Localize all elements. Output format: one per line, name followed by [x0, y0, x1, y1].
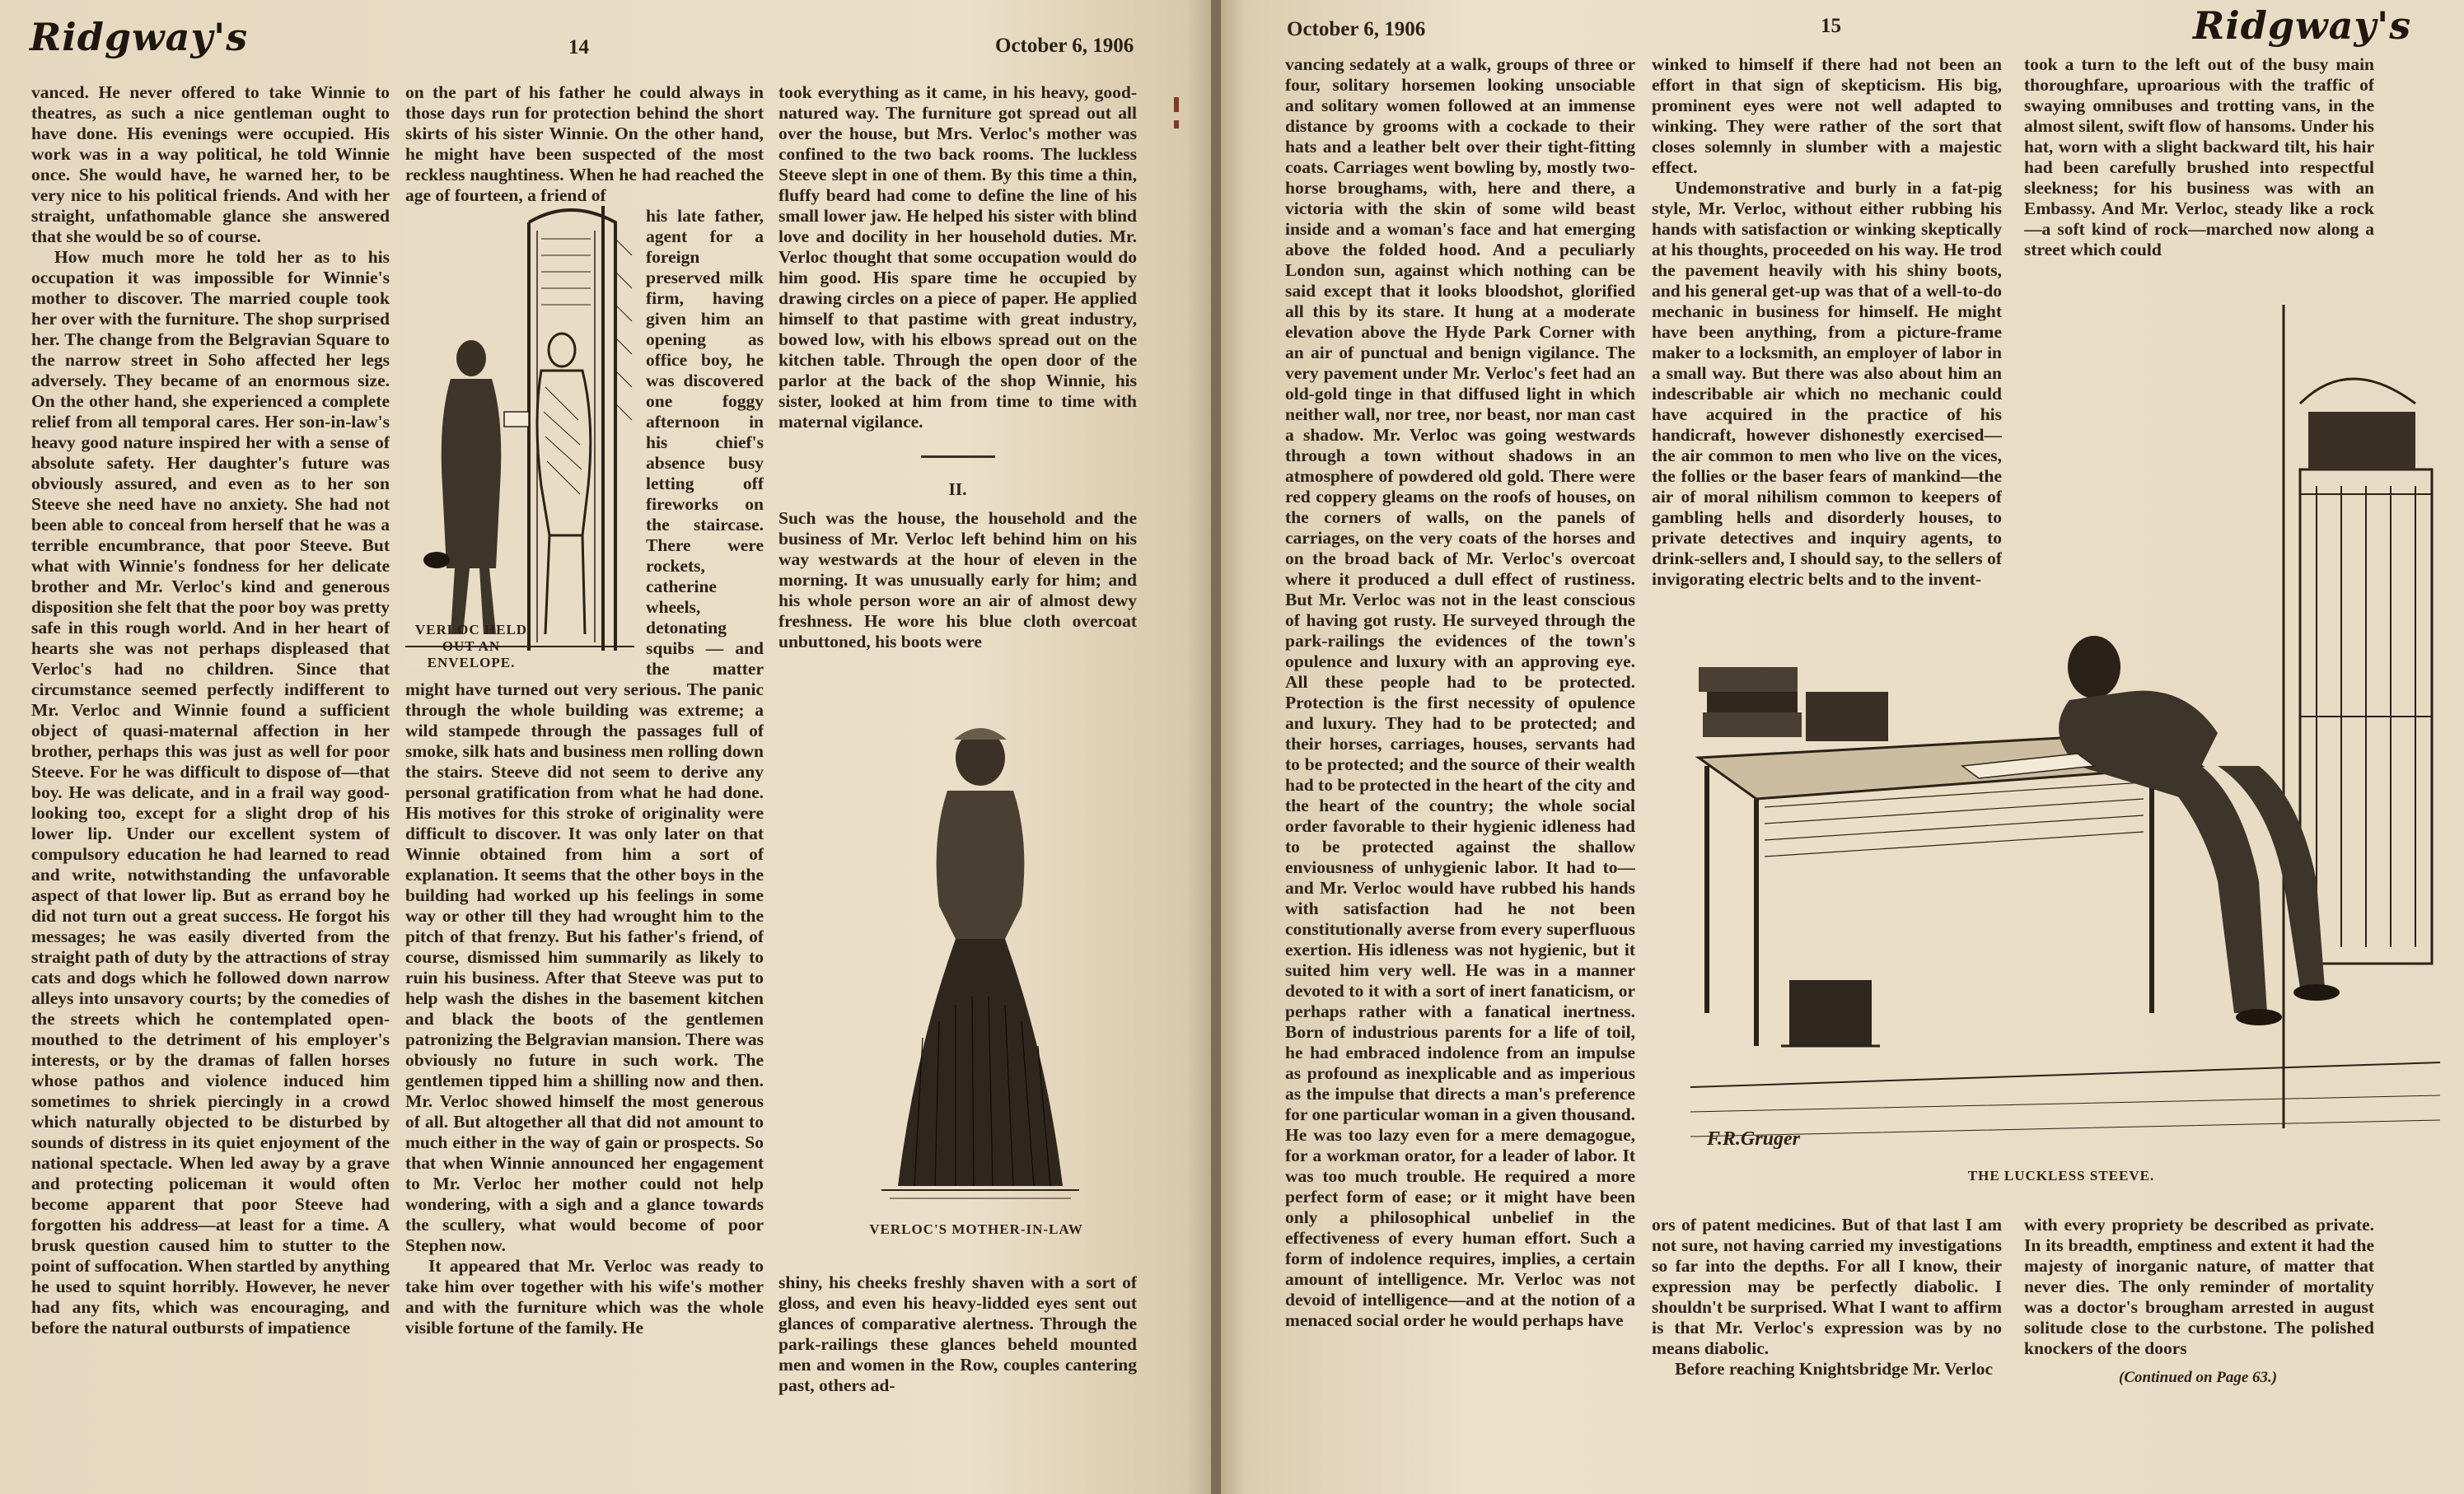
continued-notice: (Continued on Page 63.)	[2119, 1369, 2278, 1386]
section-heading: II.	[948, 479, 967, 499]
paragraph: Undemonstrative and burly in a fat-pig style, Mr. Verloc, without either rubbing his hands with satisfaction or winking skeptically at his thoughts, proceeded on his way. He trod the pavement heavily with his shiny boots, and his general get-up was that of a well-to-do mechanic in business for himself. He might have been anything, from a picture-frame maker to a locksmith, an employer of labor in a small way. But there was also about him an indescribable air which no mechanic could have acquired in the practice of his handicraft, however dishonestly exercised—the air common to men who live on the vices, the follies or the baser fears of mankind—the air of moral nihilism common to keepers of gambling hells and disorderly houses, to private detectives and inquiry agents, to drink-sellers and, I should say, to the sellers of invigorating electric belts and to the invent-	[1652, 178, 2002, 589]
illustration-caption: VERLOC HELD OUT AN ENVELOPE.	[414, 622, 528, 670]
paragraph: on the part of his father he could always in those days run for protection behind the short skirts of his sister Winnie. On the other hand, he might have been suspected of the most reckless naughtiness. When he had reached the age of fourteen, a friend of	[405, 82, 764, 205]
article-column-1	[31, 82, 390, 1487]
section-divider	[921, 455, 995, 458]
page-number: 14	[568, 36, 589, 58]
paragraph: took a turn to the left out of the busy main thoroughfare, uproarious with the traffic of swaying omnibuses and trotting vans, in the almost silent, swift flow of hansoms. Under his hat, worn with a slight backward tilt, his hair had been carefully brushed into respectful sleekness; for his business was with an Embassy. And Mr. Verloc, steady like a rock—a soft kind of rock—marched now along a street which could	[2024, 54, 2374, 259]
masthead-logo: Ridgway's	[2193, 3, 2412, 48]
left-page	[0, 0, 1211, 1494]
article-column-3	[778, 82, 1137, 692]
masthead-logo: Ridgway's	[30, 15, 249, 59]
book-gutter	[1211, 0, 1221, 1494]
illustration-caption: THE LUCKLESS STEEVE.	[1967, 1168, 2155, 1184]
paragraph: vanced. He never offered to take Winnie to theatres, as such a nice gentleman ought to have done. His evenings were occupied. His work was in a way political, he told Winnie once. She would have, he warned her, to be very nice to his political friends. And with her straight, unfathomable glance she answered that she would be so of course.	[31, 82, 390, 246]
article-column-1	[1285, 54, 1635, 1382]
page-edge-mark	[1174, 97, 1179, 112]
paragraph: How much more he told her as to his occupation it was impossible for Winnie's mother to discover. The married couple took her over with the furniture. The shop surprised her. The change from the Belgravian Square to the narrow street in Soho affected her legs adversely. They became of an enormous size. On the other hand, she experienced a complete relief from all temporal cares. Her son-in-law's heavy good nature inspired her with a sense of absolute safety. Her daughter's future was obviously assured, and even as to her son Steeve she need have no anxiety. She had not been able to conceal from herself that he was a terrible encumbrance, that poor Steeve. But what with Winnie's fondness for her delicate brother and Mr. Verloc's kind and generous disposition she felt that the poor boy was pretty safe in this rough world. And in her heart of hearts she was not perhaps displeased that Verloc's had no children. Since that circumstance seemed perfectly indifferent to Mr. Verloc and Winnie found a sufficient object of quasi-maternal affection in her brother, perhaps this was just as well for poor Steeve. For he was difficult to dispose of—that boy. He was delicate, and in a frail way good-looking too, except for a slight drop of his lower lip. Under our excellent system of compulsory education he had learned to read and write, notwithstanding the unfavorable aspect of that lower lip. But as errand boy he did not turn out a great success. He forgot his messages; he was easily diverted from the straight path of duty by the attractions of stray cats and dogs which he followed down narrow alleys into unsavory courts; by the comedies of the streets which he contemplated open-mouthed to the detriment of his employer's interests, or by the dramas of fallen horses whose pathos and violence induced him sometimes to shriek piercingly in a crowd which naturally objected to be disturbed by sounds of distress in its quiet enjoyment of the national spectacle. When led away by a grave and protecting policeman it would often become apparent that poor Steeve had forgotten his address—at least for a time. A brusk question caused him to stutter to the point of suffocation. When startled by anything he used to squint horribly. However, he never had any fits, which was encouraging, and before the natural outbursts of impatience	[31, 247, 390, 1338]
illustration-caption: VERLOC'S MOTHER-IN-LAW	[869, 1221, 1083, 1237]
article-column-3-continued	[2024, 1215, 2374, 1371]
paragraph: took everything as it came, in his heavy, good-natured way. The furniture got spread out all over the house, but Mrs. Verloc's mother was confined to the two back rooms. The luckless Steeve slept in one of them. By this time a thin, fluffy beard had come to define the line of his small lower jaw. He helped his sister with blind love and docility in her household duties. Mr. Verloc thought that some occupation would do him good. His spare time he occupied by drawing circles on a piece of paper. He applied himself to that pastime with great industry, bowed low, with his elbows spread out on the kitchen table. Through the open door of the parlor at the back of the shop Winnie, his sister, looked at him from time to time with maternal vigilance.	[778, 82, 1137, 432]
paragraph: winked to himself if there had not been an effort in that sign of skepticism. His big, prominent eyes were not well adapted to winking. They were rather of the sort that closes solemnly in slumber with a majestic effect.	[1652, 54, 2002, 177]
paragraph: vancing sedately at a walk, groups of three or four, solitary horsemen looking unsociable and solitary women followed at an immense distance by grooms with a cockade to their hats and a leather belt over their tight-fitting coats. Carriages went bowling by, mostly two-horse broughams, with, here and there, a victoria with the skin of some wild beast inside and a woman's face and hat emerging above the folded hood. And a peculiarly London sun, against which nothing can be said except that it looks bloodshot, glorified all this by its stare. It hung at a moderate elevation above the Hyde Park Corner with an air of punctual and benign vigilance. The very pavement under Mr. Verloc's feet had an old-gold tinge in that diffused light in which neither wall, nor tree, nor beast, nor man cast a shadow. Mr. Verloc was going westwards through a town without shadows in an atmosphere of powdered old gold. There were red coppery gleams on the roofs of houses, on the corners of walls, on the panels of carriages, on the very coats of the horses and on the broad back of Mr. Verloc's overcoat where it produced a dull effect of rustiness. But Mr. Verloc was not in the least conscious of having got rusty. He surveyed through the park-railings the evidences of the town's opulence and luxury with an approving eye. All these people had to be protected. Protection is the first necessity of opulence and luxury. They had to be protected; and their horses, carriages, houses, servants had to be protected; and the source of their wealth had to be protected in the heart of the city and the heart of the country; the whole social order favorable to their hygienic idleness had to be protected against the shallow enviousness of unhygienic labor. It had to—and Mr. Verloc would have rubbed his hands with satisfaction had he not been constitutionally averse from every superfluous exertion. His idleness was not hygienic, but it suited him very well. He was in a manner devoted to it with a sort of inert fanaticism, or perhaps rather with a fanatical inertness. Born of industrious parents for a life of toil, he had embraced indolence from an impulse as profound as inexplicable and as imperious as the impulse that directs a man's preference for one particular woman in a given thousand. He was too lazy even for a mere demagogue, for a workman orator, for a leader of labor. It was too much trouble. He required a more perfect form of ease; or it might have been only a philosophical unbelief in the effectiveness of every human effort. Such a form of indolence requires, implies, a certain amount of intelligence. Mr. Verloc was not devoid of intelligence—and at the notion of a menaced social order he would perhaps have	[1285, 54, 1635, 1330]
illustration-luckless-steeve	[1690, 305, 2440, 1161]
paragraph: It appeared that Mr. Verloc was ready to take him over together with his wife's mother and with the furniture which was the whole visible fortune of the family. He	[405, 1256, 764, 1338]
page-number: 15	[1821, 15, 1841, 37]
dateline: October 6, 1906	[1287, 18, 1426, 40]
paragraph: ors of patent medicines. But of that last I am not sure, not having carried my investigations so far into the depths. For all I know, their expression may be perfectly diabolic. I shouldn't be surprised. What I want to affirm is that Mr. Verloc's expression was by no means diabolic.	[1652, 1215, 2002, 1358]
article-column-2	[405, 82, 764, 1487]
illustration-mother-in-law	[857, 708, 1096, 1219]
artist-signature: F.R.Gruger	[1707, 1128, 1800, 1150]
illustration-figure	[405, 206, 634, 670]
article-column-3	[2024, 54, 2374, 260]
paragraph: Before reaching Knightsbridge Mr. Verloc	[1675, 1359, 1993, 1379]
right-page	[1221, 0, 2464, 1494]
article-column-3-continued	[778, 1272, 1137, 1396]
paragraph: his late father, agent for a foreign preserved milk firm, having given him an opening as office boy, he was discovered one foggy afternoon in his chief's absence busy letting off fireworks on the staircase. There were rockets, catherine wheels, detonating squibs — and the matter might have turned out very serious. The panic through the whole building was extreme; a wild stampede through the passages full of smoke, silk hats and business men rolling down the stairs. Steeve did not seem to derive any personal gratification from what he had done. His motives for this stroke of originality were difficult to discover. It was only later on that Winnie obtained from him a sort of explanation. It seems that the other boys in the building had worked up his feelings in some way or other till they had wrought him to the pitch of that frenzy. But his father's friend, of course, dismissed him summarily as likely to ruin his business. After that Steeve was put to help wash the dishes in the basement kitchen and black the boots of the gentlemen patronizing the Belgravian mansion. There was obviously no future in such work. The gentlemen tipped him a shilling now and then. Mr. Verloc showed himself the most generous of all. But altogether all that did not amount to much either in the way of gain or prospects. So that when Winnie announced her engagement to Mr. Verloc her mother could not help wondering, with a sigh and a glance towards the scullery, what would become of poor Stephen now.	[405, 206, 764, 1255]
dateline: October 6, 1906	[995, 35, 1134, 57]
illustration-verloc-envelope	[405, 206, 634, 667]
page-edge-mark	[1174, 120, 1179, 128]
paragraph: with every propriety be described as private. In its breadth, emptiness and extent it had the majesty of inorganic nature, of matter that never dies. The only reminder of mortality was a doctor's brougham arrested in august solitude close to the curbstone. The polished knockers of the doors	[2024, 1215, 2374, 1358]
paragraph: shiny, his cheeks freshly shaven with a sort of gloss, and even his heavy-lidded eyes sent out glances of comparative alertness. Through the park-railings these glances beheld mounted men and women in the Row, couples cantering past, others ad-	[778, 1272, 1137, 1395]
paragraph: Such was the house, the household and the business of Mr. Verloc left behind him on his way westwards at the hour of eleven in the morning. It was unusually early for him; and his whole person wore an air of almost dewy freshness. He wore his blue cloth overcoat unbuttoned, his boots were	[778, 508, 1137, 651]
article-column-2-continued	[1652, 1215, 2002, 1380]
